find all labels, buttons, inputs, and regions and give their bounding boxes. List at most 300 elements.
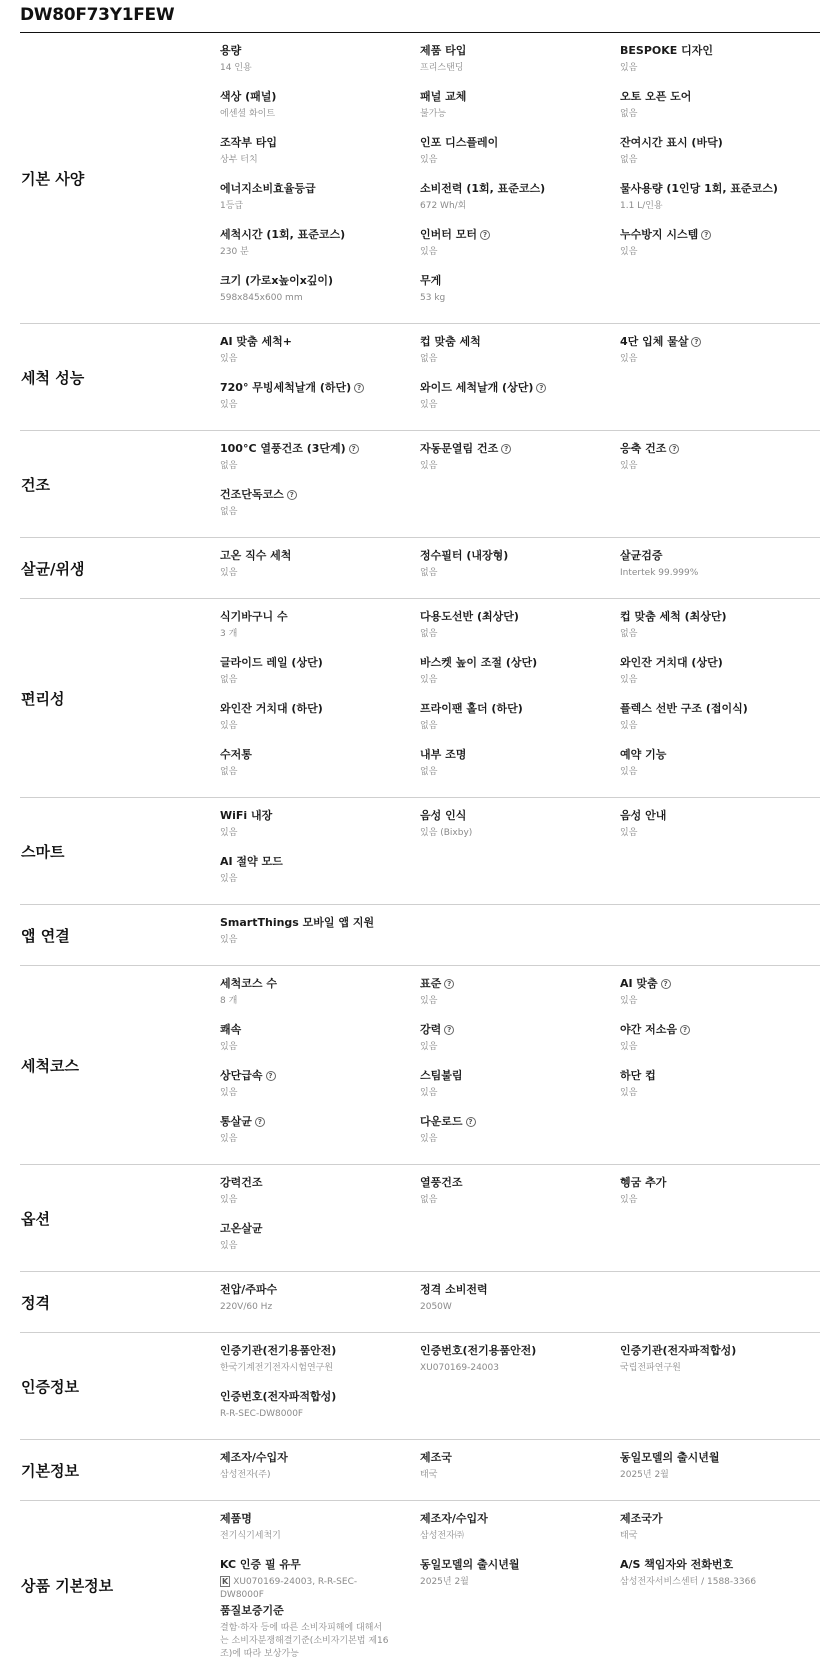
section-title: 세척코스 (21, 1056, 79, 1075)
spec-item (420, 1448, 620, 1494)
spec-value (420, 246, 620, 259)
spec-label-text: 세척코스 수 (220, 977, 277, 990)
spec-item (420, 806, 620, 852)
spec-label-text: 무게 (420, 274, 442, 287)
spec-item (420, 653, 620, 699)
spec-section (20, 1439, 820, 1500)
spec-item (620, 1020, 820, 1066)
spec-value-text: 1.1 L/인용 (620, 201, 663, 211)
spec-grid (220, 599, 820, 797)
spec-value (220, 1530, 420, 1543)
info-icon[interactable]: ? (287, 490, 297, 500)
spec-label-text: 잔여시간 표시 (바닥) (620, 136, 723, 149)
spec-label (220, 854, 420, 869)
spec-value-text: 프리스탠딩 (420, 63, 464, 73)
spec-label-text: 와인잔 거치대 (하단) (220, 702, 323, 715)
spec-label-text: 품질보증기준 (220, 1604, 284, 1617)
spec-value (420, 399, 620, 412)
spec-label (620, 1343, 820, 1358)
spec-value (620, 353, 820, 366)
spec-section (20, 797, 820, 904)
spec-value-text: 있음 (420, 461, 438, 471)
spec-value (420, 353, 620, 366)
spec-label-text: 강력 (420, 1023, 442, 1036)
spec-value-text: 2025년 2월 (620, 1470, 669, 1480)
spec-value (420, 1301, 620, 1314)
info-icon[interactable]: ? (669, 444, 679, 454)
spec-value (420, 1087, 620, 1100)
info-icon[interactable]: ? (691, 337, 701, 347)
spec-label (620, 548, 820, 563)
spec-label-text: 패널 교체 (420, 90, 467, 103)
spec-label-text: 세척시간 (1회, 표준코스) (220, 228, 346, 241)
spec-item (620, 1341, 820, 1387)
spec-label (220, 1068, 420, 1083)
spec-value-text: 있음 (420, 400, 438, 410)
spec-label-text: 색상 (패널) (220, 90, 277, 103)
spec-value (220, 1133, 420, 1146)
spec-label-text: A/S 책임자와 전화번호 (620, 1558, 734, 1571)
info-icon[interactable]: ? (466, 1117, 476, 1127)
spec-value (220, 567, 420, 580)
spec-section (20, 1271, 820, 1332)
spec-label (220, 487, 420, 502)
info-icon[interactable]: ? (444, 1025, 454, 1035)
spec-label (220, 1022, 420, 1037)
spec-value-text: 없음 (420, 721, 438, 731)
spec-item (620, 439, 820, 485)
spec-value-text: 없음 (420, 354, 438, 364)
spec-label-text: 인증번호(전자파적합성) (220, 1390, 337, 1403)
spec-label-text: BESPOKE 디자인 (620, 44, 713, 57)
spec-label (420, 1450, 620, 1465)
spec-value (620, 720, 820, 733)
spec-label (220, 655, 420, 670)
spec-item (220, 332, 420, 378)
spec-label (420, 976, 620, 991)
spec-label (220, 1114, 420, 1129)
section-title: 살균/위생 (21, 559, 85, 578)
spec-item (220, 271, 420, 317)
spec-item (620, 974, 820, 1020)
spec-value (220, 827, 420, 840)
spec-item (420, 41, 620, 87)
spec-label (220, 1603, 420, 1618)
spec-value-text: 없음 (220, 675, 238, 685)
spec-label (220, 273, 420, 288)
spec-label-text: 플렉스 선반 구조 (접이식) (620, 702, 748, 715)
spec-value (620, 567, 820, 580)
spec-item (220, 87, 420, 133)
spec-label-text: KC 인증 필 유무 (220, 1558, 301, 1571)
spec-value-text: 53 kg (420, 293, 446, 303)
spec-label-text: 조작부 타입 (220, 136, 277, 149)
spec-label-text: 건조단독코스 (220, 488, 284, 501)
spec-label (420, 609, 620, 624)
spec-value-text: 에센셜 화이트 (220, 109, 276, 119)
spec-value (220, 720, 420, 733)
spec-item (220, 1387, 420, 1433)
spec-value-text: R-R-SEC-DW8000F (220, 1409, 304, 1419)
spec-label (420, 548, 620, 563)
spec-value (420, 827, 620, 840)
spec-value-text: Intertek 99.999% (620, 568, 699, 578)
spec-label-text: 누수방지 시스템 (620, 228, 699, 241)
spec-value-text: XU070169-24003 (420, 1363, 499, 1373)
spec-value-text: 있음 (220, 935, 238, 945)
spec-value (220, 766, 420, 779)
spec-item (220, 225, 420, 271)
spec-label-text: 인포 디스플레이 (420, 136, 499, 149)
spec-value (620, 154, 820, 167)
spec-label (420, 89, 620, 104)
spec-value (220, 246, 420, 259)
section-title: 앱 연결 (21, 926, 70, 945)
spec-value (420, 62, 620, 75)
spec-item (220, 1066, 420, 1112)
spec-label-text: 야간 저소음 (620, 1023, 677, 1036)
spec-item (420, 974, 620, 1020)
spec-item (220, 1509, 420, 1555)
spec-grid (220, 966, 820, 1164)
spec-item (220, 653, 420, 699)
spec-label (620, 1175, 820, 1190)
spec-label (420, 181, 620, 196)
info-icon[interactable]: ? (354, 383, 364, 393)
spec-label (420, 1114, 620, 1129)
info-icon[interactable]: ? (680, 1025, 690, 1035)
spec-value (620, 1194, 820, 1207)
spec-item (220, 745, 420, 791)
spec-value-text: 있음 (420, 996, 438, 1006)
spec-label (220, 1450, 420, 1465)
spec-value-text: 있음 (220, 721, 238, 731)
spec-item (620, 699, 820, 745)
spec-label (220, 441, 420, 456)
spec-value-text: 있음 (220, 874, 238, 884)
spec-label-text: 다용도선반 (최상단) (420, 610, 519, 623)
spec-value (420, 674, 620, 687)
spec-item (420, 378, 620, 424)
spec-value-text: 1등급 (220, 201, 244, 211)
spec-label-text: 인버터 모터 (420, 228, 477, 241)
spec-value-text: 전기식기세척기 (220, 1531, 281, 1541)
spec-grid (220, 1272, 820, 1332)
section-title: 스마트 (21, 842, 65, 861)
spec-label (620, 808, 820, 823)
spec-label (620, 701, 820, 716)
info-icon[interactable]: ? (661, 979, 671, 989)
spec-label (420, 1022, 620, 1037)
spec-label (420, 273, 620, 288)
spec-label (620, 1022, 820, 1037)
info-icon[interactable]: ? (701, 230, 711, 240)
spec-value (620, 827, 820, 840)
spec-label (420, 43, 620, 58)
spec-label-text: 제조국 (420, 1451, 452, 1464)
spec-value-text: 있음 (620, 247, 638, 257)
spec-item (220, 913, 420, 959)
spec-item (420, 546, 620, 592)
spec-label (620, 334, 820, 349)
spec-label (220, 227, 420, 242)
spec-label-text: 오토 오픈 도어 (620, 90, 692, 103)
spec-value-text: 있음 (420, 247, 438, 257)
spec-value (220, 995, 420, 1008)
spec-label (420, 701, 620, 716)
spec-item (220, 1173, 420, 1219)
spec-item (420, 439, 620, 485)
spec-item (220, 485, 420, 531)
spec-item (620, 332, 820, 378)
spec-label (220, 43, 420, 58)
spec-label (620, 1511, 820, 1526)
spec-item (220, 1219, 420, 1265)
spec-value-text: 2050W (420, 1302, 452, 1312)
spec-label-text: 에너지소비효율등급 (220, 182, 316, 195)
spec-label (420, 441, 620, 456)
info-icon[interactable]: ? (536, 383, 546, 393)
spec-value-text: 한국기계전기전자시험연구원 (220, 1363, 334, 1373)
spec-label-text: AI 절약 모드 (220, 855, 283, 868)
spec-label (220, 915, 420, 930)
info-icon[interactable]: ? (444, 979, 454, 989)
spec-value-text: 없음 (420, 568, 438, 578)
spec-label-text: 제품명 (220, 1512, 252, 1525)
spec-item (620, 1066, 820, 1112)
spec-value (220, 200, 420, 213)
spec-label-text: 정격 소비전력 (420, 1283, 488, 1296)
spec-label (420, 1511, 620, 1526)
spec-item (220, 1112, 420, 1158)
spec-item (220, 41, 420, 87)
info-icon[interactable]: ? (480, 230, 490, 240)
spec-value (420, 154, 620, 167)
spec-label-text: 고온 직수 세척 (220, 549, 292, 562)
spec-value-text: 8 개 (220, 996, 238, 1006)
spec-item (220, 1280, 420, 1326)
spec-label-text: 제조자/수입자 (420, 1512, 488, 1525)
spec-value-text: 결함·하자 등에 따른 소비자피해에 대해서는 소비자분쟁해결기준(소비자기본법 제16조)에 따라 보상가능 (220, 1623, 389, 1658)
spec-value (220, 292, 420, 305)
spec-label-text: 다운로드 (420, 1115, 463, 1128)
spec-label (220, 181, 420, 196)
spec-value-text: 없음 (220, 507, 238, 517)
spec-label-text: 음성 안내 (620, 809, 667, 822)
spec-label-text: 정수필터 (내장형) (420, 549, 509, 562)
spec-label-text: 컵 맞춤 세척 (최상단) (620, 610, 727, 623)
spec-value (220, 1576, 390, 1602)
info-icon[interactable]: ? (255, 1117, 265, 1127)
spec-value (420, 567, 620, 580)
spec-value (220, 399, 420, 412)
spec-value-text: 있음 (220, 828, 238, 838)
spec-value-text: 있음 (620, 767, 638, 777)
spec-item (420, 1341, 620, 1387)
spec-item (220, 1020, 420, 1066)
spec-value-text: 삼성전자㈜ (420, 1531, 464, 1541)
spec-label (420, 1282, 620, 1297)
spec-item (420, 1173, 620, 1219)
spec-label (220, 89, 420, 104)
spec-item (420, 271, 620, 317)
spec-grid (220, 798, 820, 904)
spec-value-text: 672 Wh/회 (420, 201, 467, 211)
info-icon[interactable]: ? (501, 444, 511, 454)
spec-value-text: 있음 (420, 1088, 438, 1098)
spec-value-text: 있음 (620, 828, 638, 838)
spec-sections (20, 32, 820, 1658)
spec-value-text: 있음 (620, 461, 638, 471)
spec-grid (220, 538, 820, 598)
spec-item (420, 179, 620, 225)
spec-value-text: 있음 (220, 1088, 238, 1098)
spec-label-text: 헹굼 추가 (620, 1176, 667, 1189)
spec-label (420, 227, 620, 242)
spec-label-text: 컵 맞춤 세척 (420, 335, 481, 348)
model-title: DW80F73Y1FEW (20, 5, 175, 25)
spec-value-text: XU070169-24003, R-R-SEC-DW8000F (220, 1577, 358, 1600)
spec-item (220, 806, 420, 852)
spec-label-text: 720° 무빙세척날개 (하단) (220, 381, 352, 394)
spec-label (420, 1175, 620, 1190)
spec-label (220, 1282, 420, 1297)
spec-item (220, 1341, 420, 1387)
section-title: 옵션 (21, 1209, 50, 1228)
spec-value (420, 1362, 620, 1375)
spec-value (220, 460, 420, 473)
spec-label-text: 용량 (220, 44, 242, 57)
spec-label-text: 표준 (420, 977, 442, 990)
spec-label-text: 쾌속 (220, 1023, 242, 1036)
spec-label-text: 4단 입체 물살 (620, 335, 689, 348)
spec-label (620, 135, 820, 150)
section-title: 상품 기본정보 (21, 1576, 114, 1595)
spec-item (420, 699, 620, 745)
section-title: 정격 (21, 1293, 50, 1312)
spec-value (420, 720, 620, 733)
spec-item (420, 87, 620, 133)
spec-item (220, 699, 420, 745)
spec-item (420, 1509, 620, 1555)
spec-value-text: 있음 (220, 1195, 238, 1205)
spec-value (220, 1622, 390, 1658)
spec-label (420, 1343, 620, 1358)
info-icon[interactable]: ? (266, 1071, 276, 1081)
spec-label (420, 808, 620, 823)
spec-value-text: 있음 (620, 1195, 638, 1205)
spec-item (620, 225, 820, 271)
spec-label (420, 1557, 620, 1572)
spec-value-text: 없음 (620, 109, 638, 119)
spec-value (220, 1041, 420, 1054)
spec-value (220, 1469, 420, 1482)
spec-item (620, 1448, 820, 1494)
spec-section (20, 323, 820, 430)
spec-section (20, 1164, 820, 1271)
spec-item (420, 1112, 620, 1158)
spec-item (420, 133, 620, 179)
spec-item (620, 1173, 820, 1219)
spec-value (420, 1133, 620, 1146)
spec-value (220, 108, 420, 121)
spec-value (620, 108, 820, 121)
spec-label-text: 동일모델의 출시년월 (620, 1451, 720, 1464)
spec-label (420, 655, 620, 670)
section-title: 인증정보 (21, 1377, 79, 1396)
spec-label (420, 334, 620, 349)
spec-value (620, 995, 820, 1008)
spec-value (220, 353, 420, 366)
section-title: 기본정보 (21, 1461, 79, 1480)
spec-grid (220, 324, 820, 430)
spec-value-text: 있음 (Bixby) (420, 828, 473, 838)
spec-grid (220, 1440, 820, 1500)
spec-label-text: 와인잔 거치대 (상단) (620, 656, 723, 669)
spec-item (220, 1601, 420, 1658)
spec-value (220, 62, 420, 75)
spec-value (620, 1530, 820, 1543)
spec-label-text: 내부 조명 (420, 748, 467, 761)
spec-label-text: 하단 컵 (620, 1069, 656, 1082)
spec-label (620, 609, 820, 624)
spec-value-text: 있음 (620, 1042, 638, 1052)
spec-value (220, 1194, 420, 1207)
spec-label-text: 고온살균 (220, 1222, 263, 1235)
spec-item (420, 607, 620, 653)
spec-item (620, 806, 820, 852)
section-title: 기본 사양 (21, 169, 85, 188)
spec-value (620, 766, 820, 779)
spec-value-text: 220V/60 Hz (220, 1302, 273, 1312)
spec-value-text: 있음 (420, 1134, 438, 1144)
spec-value-text: 있음 (220, 354, 238, 364)
spec-label (620, 43, 820, 58)
spec-value (420, 1469, 620, 1482)
spec-value-text: 있음 (620, 675, 638, 685)
spec-value-text: 태국 (620, 1531, 638, 1541)
spec-value-text: 있음 (620, 63, 638, 73)
spec-label-text: 동일모델의 출시년월 (420, 1558, 520, 1571)
spec-value (220, 674, 420, 687)
spec-value (420, 1576, 620, 1589)
spec-value-text: 있음 (420, 1042, 438, 1052)
spec-value (420, 1041, 620, 1054)
spec-value (420, 460, 620, 473)
spec-label (620, 181, 820, 196)
spec-value (220, 1408, 420, 1421)
spec-value (620, 674, 820, 687)
spec-section (20, 430, 820, 537)
spec-item (420, 332, 620, 378)
kc-mark-icon: K (222, 1577, 229, 1586)
spec-section (20, 537, 820, 598)
info-icon[interactable]: ? (349, 444, 359, 454)
spec-label (620, 1557, 820, 1572)
spec-label (220, 1343, 420, 1358)
spec-section (20, 965, 820, 1164)
spec-grid (220, 1165, 820, 1271)
spec-label-text: 제조국가 (620, 1512, 663, 1525)
spec-label-text: 스팀불림 (420, 1069, 463, 1082)
spec-label-text: WiFi 내장 (220, 809, 273, 822)
spec-grid (220, 1501, 820, 1658)
spec-label-text: 수저통 (220, 748, 252, 761)
spec-item (620, 1509, 820, 1555)
spec-value-text: 있음 (220, 400, 238, 410)
spec-value (220, 1362, 420, 1375)
spec-value-text: 14 인용 (220, 63, 252, 73)
